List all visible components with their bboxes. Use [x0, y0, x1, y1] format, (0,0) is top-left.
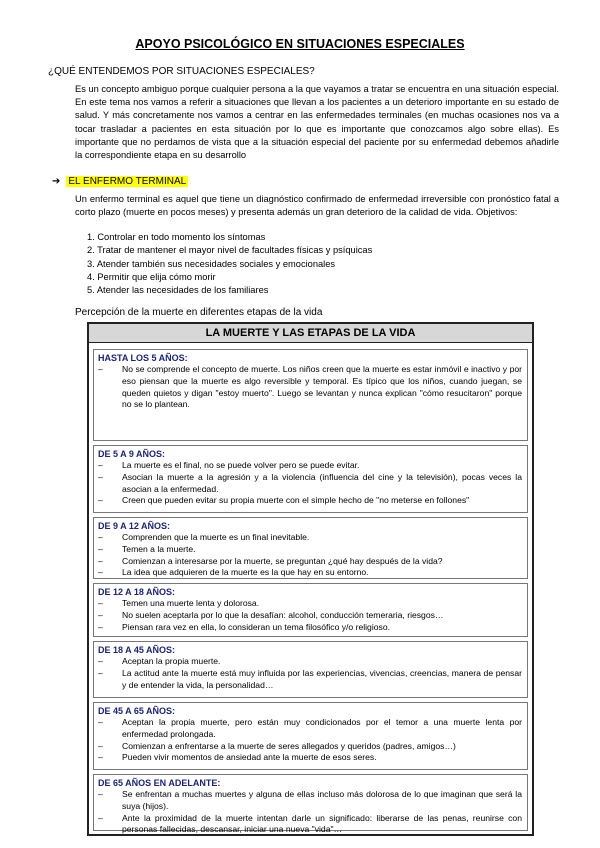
stage-item: [98, 472, 522, 496]
dash-bullet: –: [98, 621, 103, 632]
dash-bullet: –: [98, 567, 103, 578]
dash-bullet: –: [98, 789, 103, 799]
stage-item-text: Aceptan la propia muerte.: [122, 656, 221, 666]
list-item: 4. Permitir que elija cómo morir: [87, 271, 216, 282]
stage-item: [98, 598, 522, 610]
stage-item-text: La actitud ante la muerte está muy influida por las experiencias, vivencias, creencias, manera de pensar y de entender la vida, la personalidad…: [122, 667, 522, 690]
stage-item: [98, 544, 522, 556]
stage-block: [93, 583, 528, 637]
stage-item: [98, 813, 522, 837]
stage-item-text: Temen una muerte lenta y dolorosa.: [122, 598, 260, 608]
section-heading: [52, 176, 188, 187]
stage-item: [98, 495, 522, 507]
terminal-paragraph: Un enfermo terminal es aquel que tiene un diagnóstico confirmado de enfermedad irreversible con pronóstico fatal a corto plazo (muerte en pocos meses) y presenta además un gran deterioro de la calidad de vida. Objetivos:: [75, 194, 559, 218]
stage-item: [98, 717, 522, 741]
stage-item-text: Temen a la muerte.: [122, 543, 196, 554]
dash-bullet: –: [98, 656, 103, 666]
death-stages-table: [87, 322, 534, 836]
stage-block: [93, 641, 528, 698]
stage-title: DE 9 A 12 AÑOS:: [98, 521, 171, 531]
dash-bullet: –: [98, 609, 103, 620]
stage-item: [98, 567, 522, 579]
dash-bullet: –: [98, 752, 103, 763]
stage-item-text: Asocian la muerte a la agresión y a la violencia (influencia del cine y la televisión), pocas veces la asocian a la enfermedad.: [122, 471, 522, 494]
dash-bullet: –: [98, 495, 103, 506]
stage-item: [98, 364, 522, 411]
stage-item: [98, 741, 522, 753]
dash-bullet: –: [98, 364, 103, 374]
stage-item-text: Comienzan a interesarse por la muerte, se preguntan ¿qué hay después de la vida?: [122, 555, 443, 566]
stage-item-text: Se enfrentan a muchas muertes y alguna de ellas incluso más dolorosa de lo que imaginan que será la suya (hijos).: [122, 789, 522, 811]
list-item: 1. Controlar en todo momento los síntomas: [87, 232, 266, 242]
list-item: 2. Tratar de mantener el mayor nivel de facultades físicas y psíquicas: [87, 245, 373, 256]
perception-caption: Percepción de la muerte en diferentes etapas de la vida: [75, 307, 323, 318]
stage-item: [98, 556, 522, 568]
arrow-icon: ➔: [52, 176, 61, 187]
dash-bullet: –: [98, 667, 103, 678]
list-item: 5. Atender las necesidades de los familiares: [87, 285, 269, 296]
stage-block: [93, 517, 528, 579]
stage-block: [93, 702, 528, 770]
stage-title: DE 5 A 9 AÑOS:: [98, 449, 166, 459]
table-header: LA MUERTE Y LAS ETAPAS DE LA VIDA: [89, 324, 532, 343]
dash-bullet: –: [98, 471, 103, 482]
stage-item-text: Ante la proximidad de la muerte intentan darle un significado: liberarse de las penas, reunirse con personas fallecidas, descansar, iniciar una nueva "vida"…: [122, 812, 522, 835]
dash-bullet: –: [98, 555, 103, 566]
stage-item: [98, 656, 522, 668]
stage-item-text: Piensan rara vez en ella, lo consideran un tema filosófico y/o religioso.: [122, 621, 390, 632]
stage-item: [98, 668, 522, 692]
stage-item-text: No suelen aceptarla por lo que la desafían: alcohol, conducción temeraria, riesgos…: [122, 609, 444, 620]
list-item: 3. Atender también sus necesidades sociales y emocionales: [87, 258, 336, 269]
stage-title: DE 65 AÑOS EN ADELANTE:: [98, 778, 221, 788]
stage-block: [93, 445, 528, 513]
dash-bullet: –: [98, 717, 103, 727]
stage-item: [98, 610, 522, 622]
dash-bullet: –: [98, 740, 103, 751]
stage-item: [98, 752, 522, 764]
stage-item-text: Comienzan a enfrentarse a la muerte de seres allegados y queridos (padres, amigos…): [122, 740, 456, 751]
stage-item: [98, 622, 522, 634]
dash-bullet: –: [98, 812, 103, 823]
document-title: APOYO PSICOLÓGICO EN SITUACIONES ESPECIALES: [135, 37, 465, 51]
section-heading-label: EL ENFERMO TERMINAL: [68, 176, 187, 187]
stage-block: [93, 349, 528, 441]
stage-title: DE 12 A 18 AÑOS:: [98, 587, 176, 597]
stage-item-text: Pueden vivir momentos de ansiedad ante la muerte de esos seres.: [122, 752, 377, 763]
stage-item-text: Comprenden que la muerte es un final inevitable.: [122, 532, 310, 542]
stage-item-text: Creen que pueden evitar su propia muerte con el simple hecho de "no meterse en follones": [122, 495, 470, 506]
intro-paragraph: Es un concepto ambiguo porque cualquier persona a la que vayamos a tratar se encuentra en una situación especial. En este tema nos vamos a referir a situaciones que llevan a los pacientes a un deterioro importante en su estado de salud. Y más concretamente nos vamos a centrar en las enfermedades terminales (en muchas ocasiones nos va a tocar trasladar a pacientes en esta situación por lo que es importante que conozcamos algo sobre ellas). Es importante que no perdamos de vista que a la situación especial del paciente por su enfermedad debemos añadirle la correspondiente etapa en su desarrollo: [75, 84, 559, 161]
objectives-list: [75, 231, 372, 297]
section-question: ¿QUÉ ENTENDEMOS POR SITUACIONES ESPECIALES?: [48, 66, 315, 77]
stage-item-text: La idea que adquieren de la muerte es la que hay en su entorno.: [122, 567, 369, 578]
stage-block: [93, 774, 528, 835]
stage-item: [98, 532, 522, 544]
dash-bullet: –: [98, 460, 103, 470]
stage-title: HASTA LOS 5 AÑOS:: [98, 353, 188, 363]
stage-item-text: La muerte es el final, no se puede volver pero se puede evitar.: [122, 460, 360, 470]
stage-item: [98, 460, 522, 472]
stage-title: DE 45 A 65 AÑOS:: [98, 706, 176, 716]
stage-item-text: No se comprende el concepto de muerte. Los niños creen que la muerte es estar inmóvil e inactivo y por eso piensan que la muerte es algo reversible y temporal. Es típico que los niños, cuando juegan, se queden quietos y digan "estoy muerto". Luego se levantan y nunca explican "cómo resucitaron" porque no se lo plantean.: [122, 364, 522, 410]
dash-bullet: –: [98, 598, 103, 608]
stage-item-text: Aceptan la propia muerte, pero están muy condicionados por el temor a una muerte lenta por enfermedad prolongada.: [122, 717, 522, 739]
stage-item: [98, 789, 522, 813]
dash-bullet: –: [98, 543, 103, 554]
dash-bullet: –: [98, 532, 103, 542]
stage-title: DE 18 A 45 AÑOS:: [98, 645, 176, 655]
